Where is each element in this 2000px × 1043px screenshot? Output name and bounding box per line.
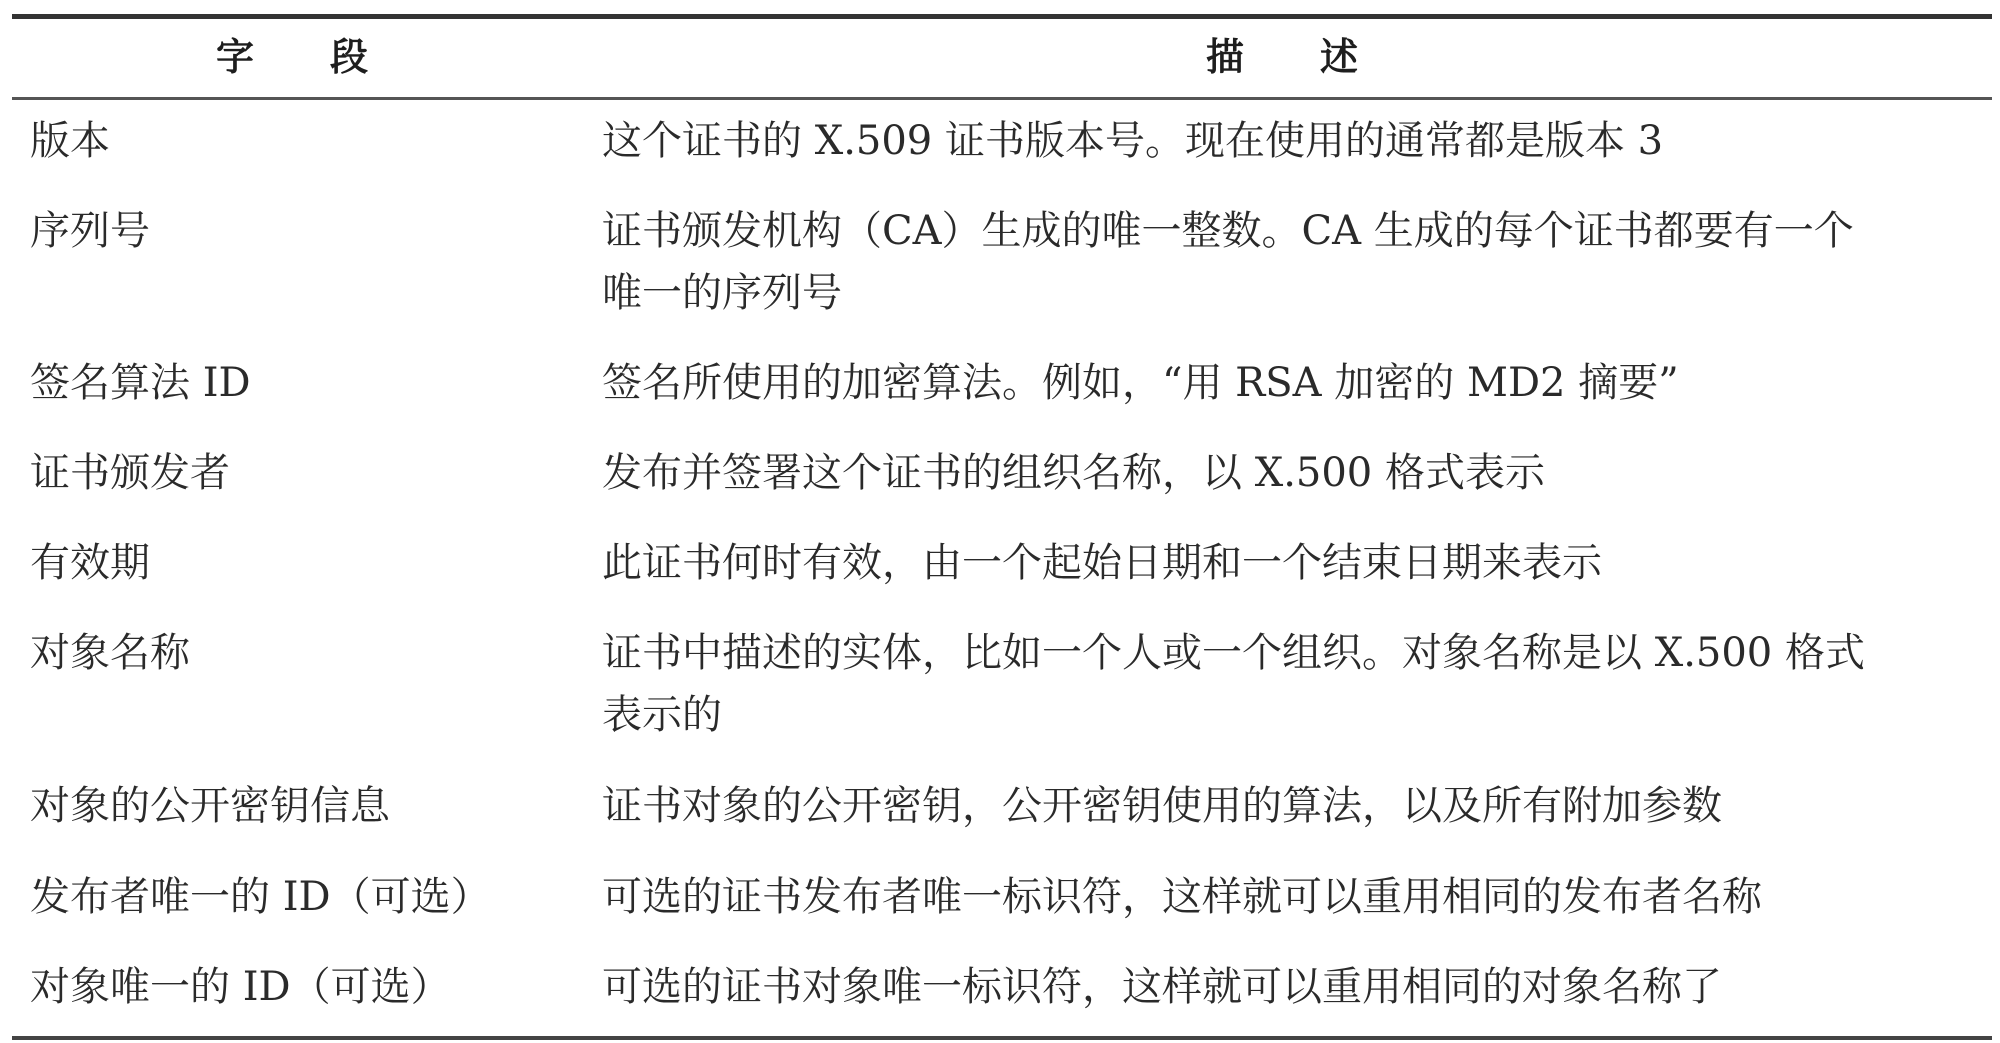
row-field: 证书颁发者 xyxy=(30,450,230,496)
row-description xyxy=(602,956,1987,1018)
row-description xyxy=(602,200,1987,324)
row-description-line: 证书中描述的实体，比如一个人或一个组织。对象名称是以 X.500 格式 xyxy=(602,630,1865,676)
row-description xyxy=(602,110,1987,172)
table-bottom-rule xyxy=(12,1036,1992,1040)
row-description-line: 证书对象的公开密钥，公开密钥使用的算法，以及所有附加参数 xyxy=(602,783,1722,829)
row-description-line: 签名所使用的加密算法。例如，“用 RSA 加密的 MD2 摘要” xyxy=(602,360,1679,406)
row-field: 有效期 xyxy=(30,540,150,586)
row-field: 对象名称 xyxy=(30,630,190,676)
row-description xyxy=(602,775,1987,837)
row-description-line: 此证书何时有效，由一个起始日期和一个结束日期来表示 xyxy=(602,540,1602,586)
row-description-line: 发布并签署这个证书的组织名称，以 X.500 格式表示 xyxy=(602,450,1545,496)
row-field: 签名算法 ID xyxy=(30,360,251,406)
row-description xyxy=(602,442,1987,504)
row-description-line: 唯一的序列号 xyxy=(602,270,842,316)
table-top-rule xyxy=(12,14,1992,19)
row-description xyxy=(602,622,1987,746)
row-description xyxy=(602,352,1987,414)
row-description-line: 可选的证书对象唯一标识符，这样就可以重用相同的对象名称了 xyxy=(602,964,1722,1010)
row-field: 序列号 xyxy=(30,208,150,254)
column-header-field: 字 段 xyxy=(215,35,368,79)
row-description-line: 可选的证书发布者唯一标识符，这样就可以重用相同的发布者名称 xyxy=(602,874,1762,920)
column-header-description: 描 述 xyxy=(1205,35,1358,79)
row-description xyxy=(602,532,1987,594)
row-field: 对象的公开密钥信息 xyxy=(30,783,390,829)
row-field: 对象唯一的 ID（可选） xyxy=(30,964,451,1010)
table-header-rule xyxy=(12,97,1992,100)
row-description-line: 证书颁发机构（CA）生成的唯一整数。CA 生成的每个证书都要有一个 xyxy=(602,208,1854,254)
row-field: 版本 xyxy=(30,118,110,164)
row-description xyxy=(602,866,1987,928)
row-description-line: 这个证书的 X.509 证书版本号。现在使用的通常都是版本 3 xyxy=(602,118,1664,164)
row-field: 发布者唯一的 ID（可选） xyxy=(30,874,491,920)
row-description-line: 表示的 xyxy=(602,692,722,738)
